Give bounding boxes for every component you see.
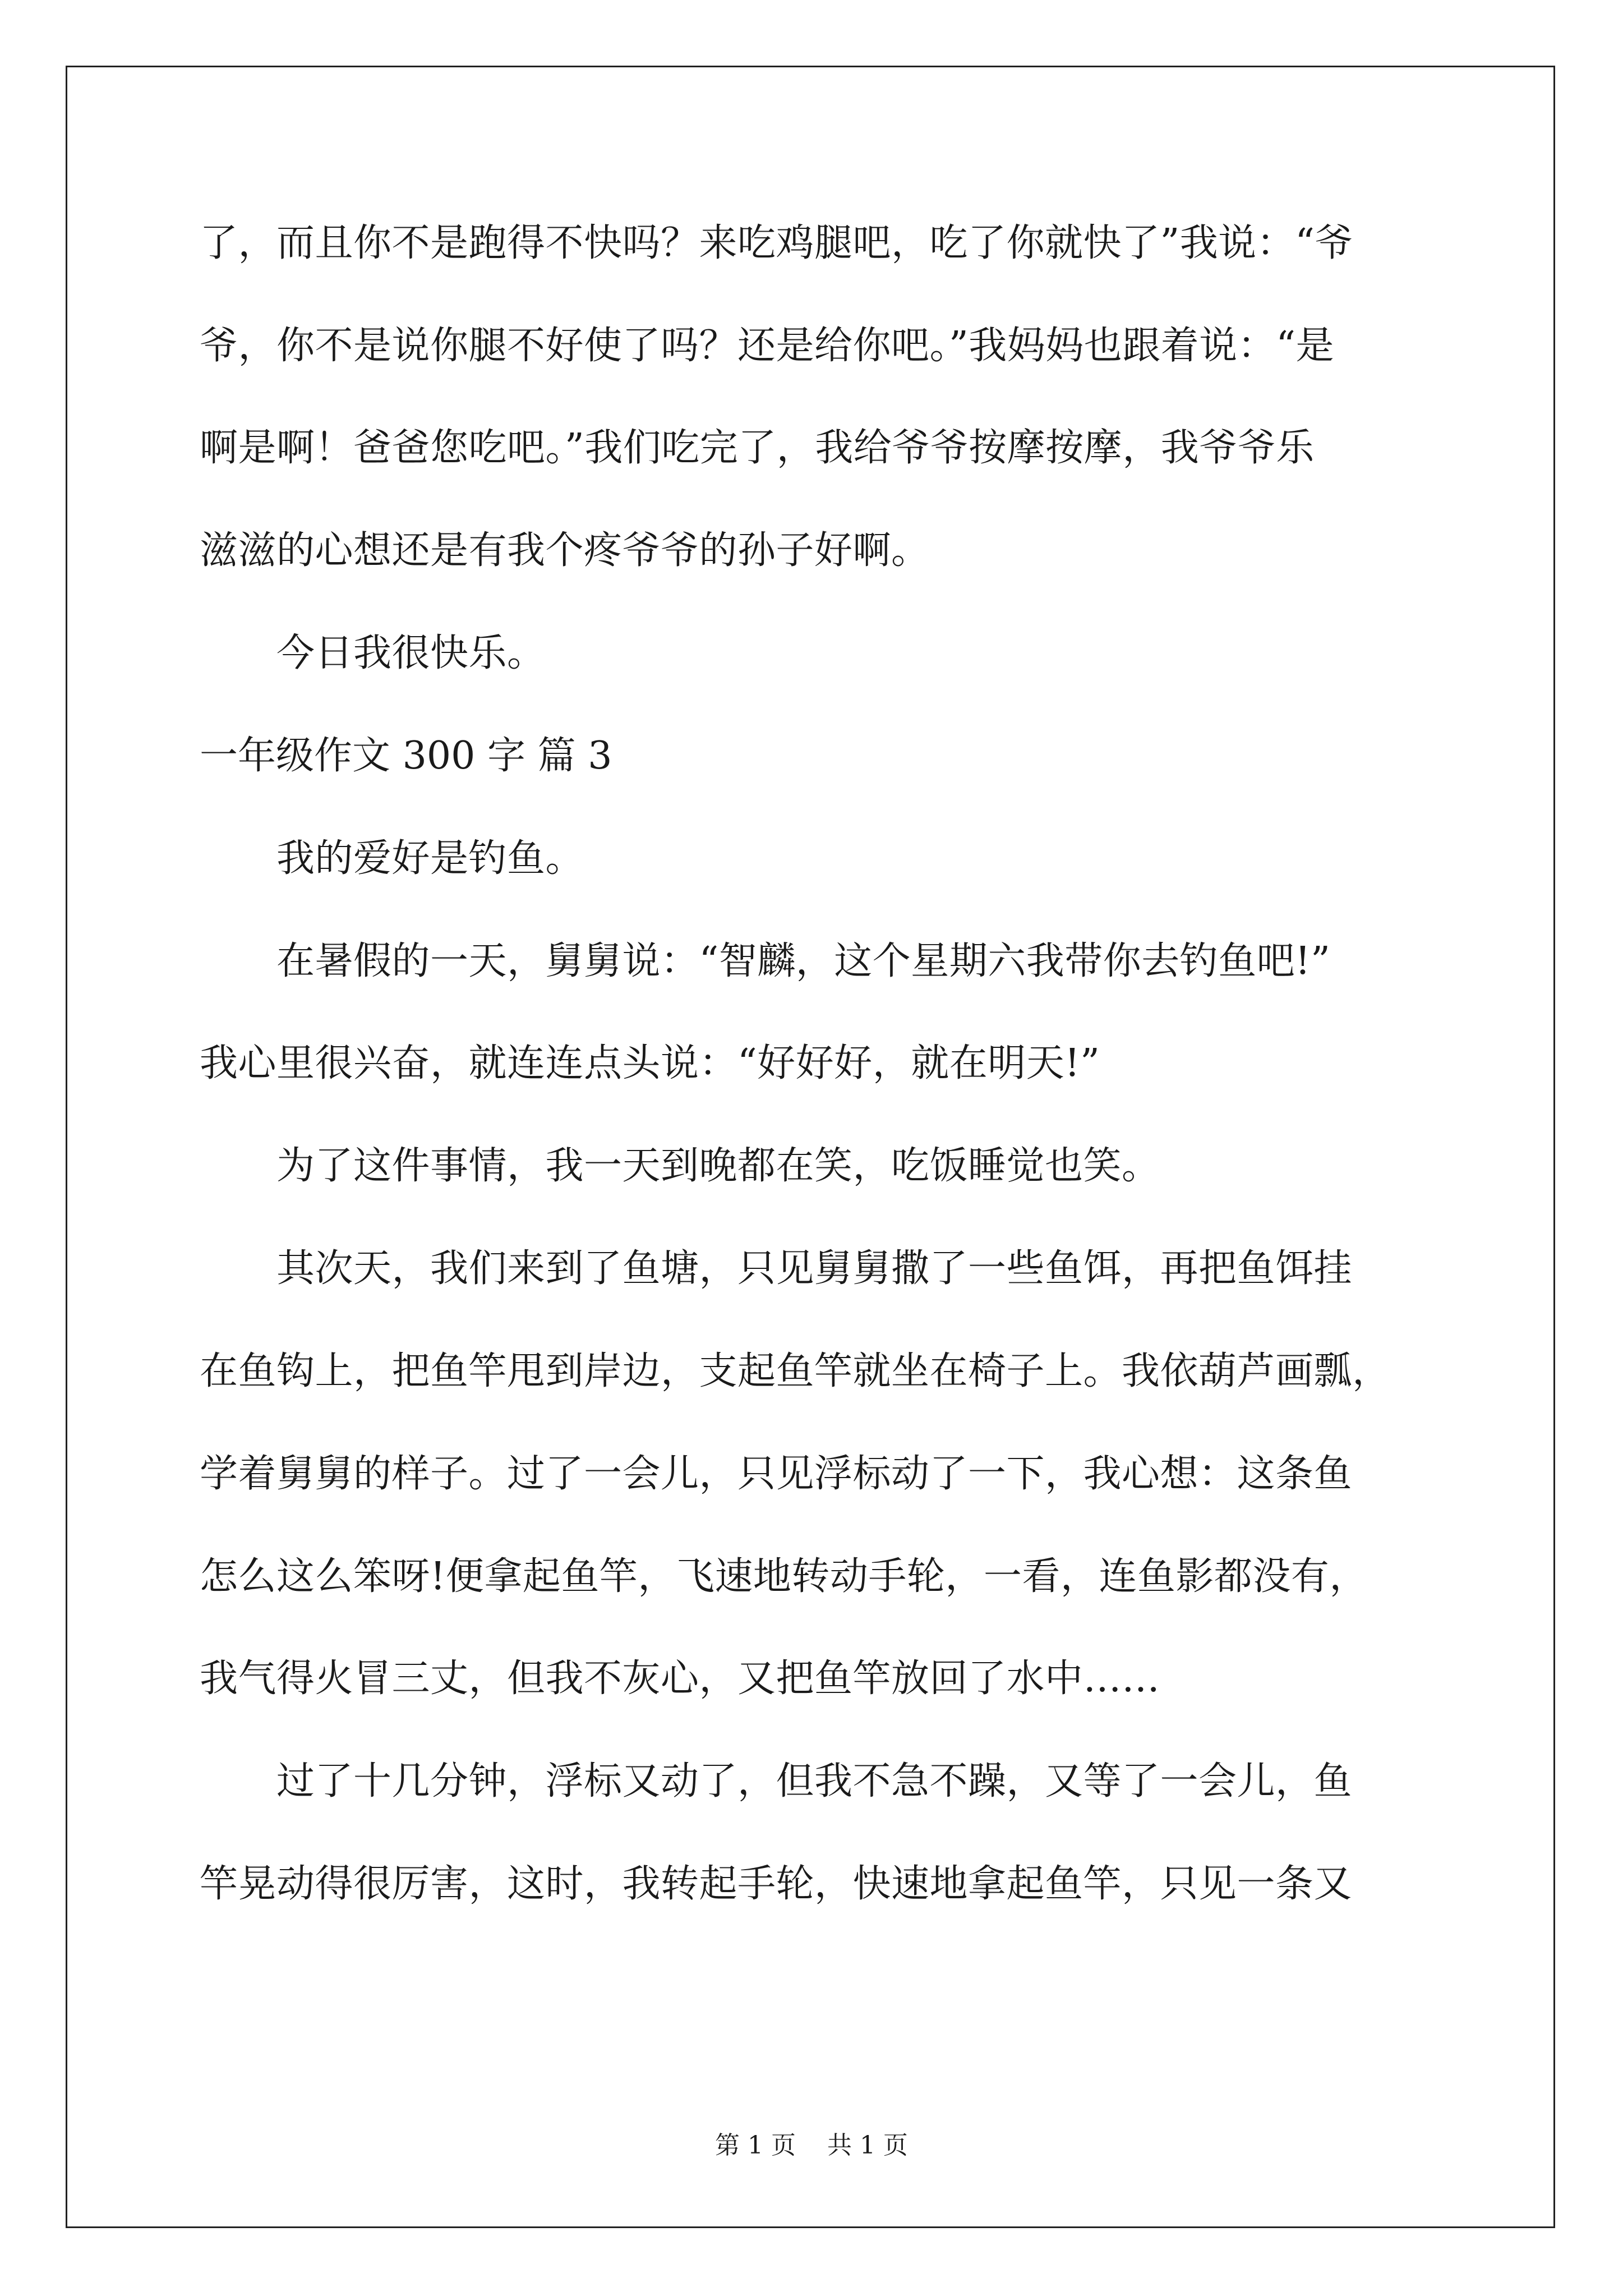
body-line-7: 我的爱好是钓鱼。 [200, 836, 584, 881]
body-line-13: 学着舅舅的样子。过了一会儿，只见浮标动了一下，我心想：这条鱼 [200, 1452, 1353, 1496]
body-line-2: 爷，你不是说你腿不好使了吗？还是给你吧。”我妈妈也跟着说：“是 [200, 324, 1335, 368]
body-line-11: 其次天，我们来到了鱼塘，只见舅舅撒了一些鱼饵，再把鱼饵挂 [200, 1246, 1353, 1291]
body-line-5: 今日我很快乐。 [200, 631, 546, 675]
body-line-17: 竿晃动得很厉害，这时，我转起手轮，快速地拿起鱼竿，只见一条又 [200, 1862, 1353, 1906]
section-heading: 一年级作文 300 字 篇 3 [200, 734, 612, 778]
page-number-footer: 第 1 页 共 1 页 [715, 2131, 908, 2160]
body-line-12: 在鱼钩上，把鱼竿甩到岸边，支起鱼竿就坐在椅子上。我依葫芦画瓢， [200, 1349, 1391, 1393]
body-line-16: 过了十几分钟，浮标又动了，但我不急不躁，又等了一会儿，鱼 [200, 1759, 1353, 1803]
body-line-1: 了，而且你不是跑得不快吗？来吃鸡腿吧，吃了你就快了”我说：“爷 [200, 221, 1354, 265]
body-line-8: 在暑假的一天，舅舅说：“智麟，这个星期六我带你去钓鱼吧!” [200, 939, 1331, 983]
body-line-9: 我心里很兴奋，就连连点头说：“好好好，就在明天!” [200, 1041, 1100, 1085]
body-line-14: 怎么这么笨呀!便拿起鱼竿，飞速地转动手轮，一看，连鱼影都没有， [200, 1554, 1368, 1599]
body-line-10: 为了这件事情，我一天到晚都在笑，吃饭睡觉也笑。 [200, 1144, 1160, 1188]
body-line-3: 啊是啊！爸爸您吃吧。”我们吃完了，我给爷爷按摩按摩，我爷爷乐 [200, 426, 1315, 470]
body-line-4: 滋滋的心想还是有我个疼爷爷的孙子好啊。 [200, 528, 930, 573]
body-line-15: 我气得火冒三丈，但我不灰心，又把鱼竿放回了水中…… [200, 1657, 1160, 1701]
